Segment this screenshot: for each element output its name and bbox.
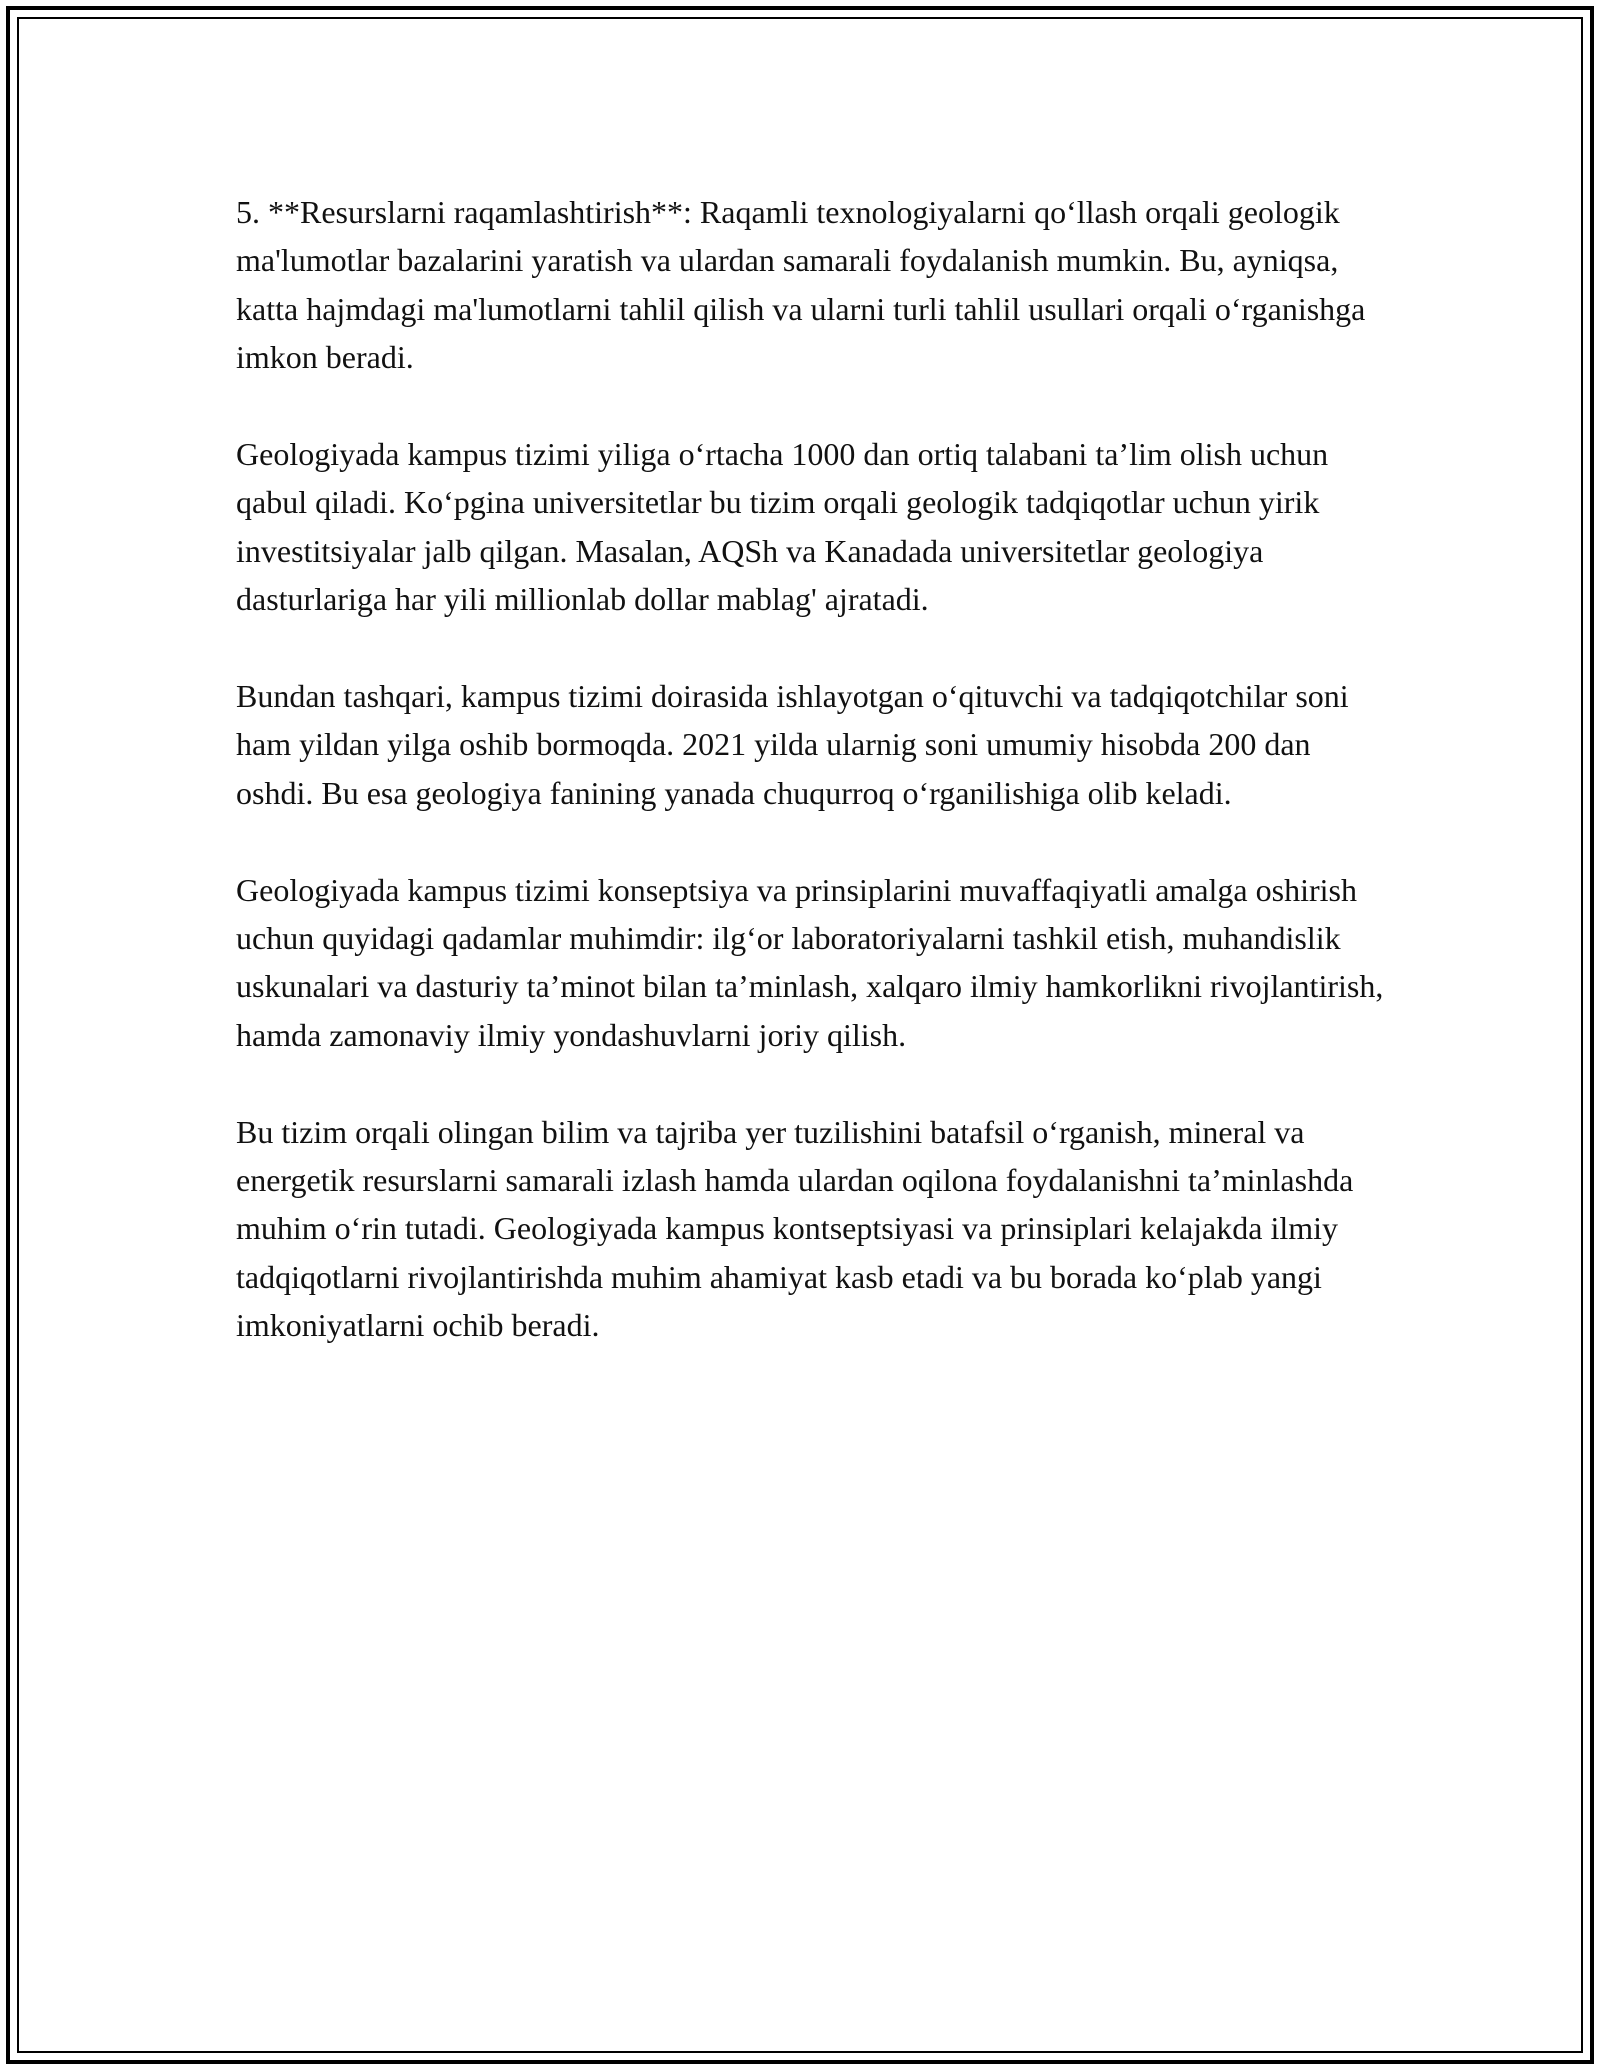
- paragraph-staff-growth: Bundan tashqari, kampus tizimi doirasida ishlayotgan o‘qituvchi va tadqiqotchilar soni ham yildan yilga oshib bormoqda. 2021 yilda ularnig soni umumiy hisobda 200 dan oshdi. Bu esa geologiya fanining yanada chuqurroq o‘rganilishiga olib keladi.: [236, 678, 1349, 811]
- paragraph-student-intake: Geologiyada kampus tizimi yiliga o‘rtacha 1000 dan ortiq talabani ta’lim olish uchun qabul qiladi. Ko‘pgina universitetlar bu tizim orqali geologik tadqiqotlar uchun yirik investitsiyalar jalb qilgan. Masalan, AQSh va Kanadada universitetlar geologiya dasturlariga har yili millionlab dollar mablag' ajratadi.: [236, 436, 1329, 618]
- paragraph-implementation-steps: Geologiyada kampus tizimi konseptsiya va prinsiplarini muvaffaqiyatli amalga oshirish uchun quyidagi qadamlar muhimdir: ilg‘or laboratoriyalarni tashkil etish, muhandislik uskunalari va dasturiy ta’minot bilan ta’minlash, xalqaro ilmiy hamkorlikni rivojlantirish, hamda zamonaviy ilmiy yondashuvlarni joriy qilish.: [236, 871, 1384, 1053]
- document-body: [236, 188, 1386, 1398]
- paragraph-conclusion: Bu tizim orqali olingan bilim va tajriba yer tuzilishini batafsil o‘rganish, mineral va energetik resurslarni samarali izlash hamda ulardan oqilona foydalanishni ta’minlashda muhim o‘rin tutadi. Geologiyada kampus kontseptsiyasi va prinsiplari kelajakda ilmiy tadqiqotlarni rivojlantirishda muhim ahamiyat kasb etadi va bu borada ko‘plab yangi imkoniyatlarni ochib beradi.: [236, 1113, 1354, 1344]
- paragraph-resources-digitization: 5. **Resurslarni raqamlashtirish**: Raqamli texnologiyalarni qo‘llash orqali geologik ma'lumotlar bazalarini yaratish va ulardan samarali foydalanish mumkin. Bu, ayniqsa, katta hajmdagi ma'lumotlarni tahlil qilish va ularni turli tahlil usullari orqali o‘rganishga imkon beradi.: [236, 194, 1366, 376]
